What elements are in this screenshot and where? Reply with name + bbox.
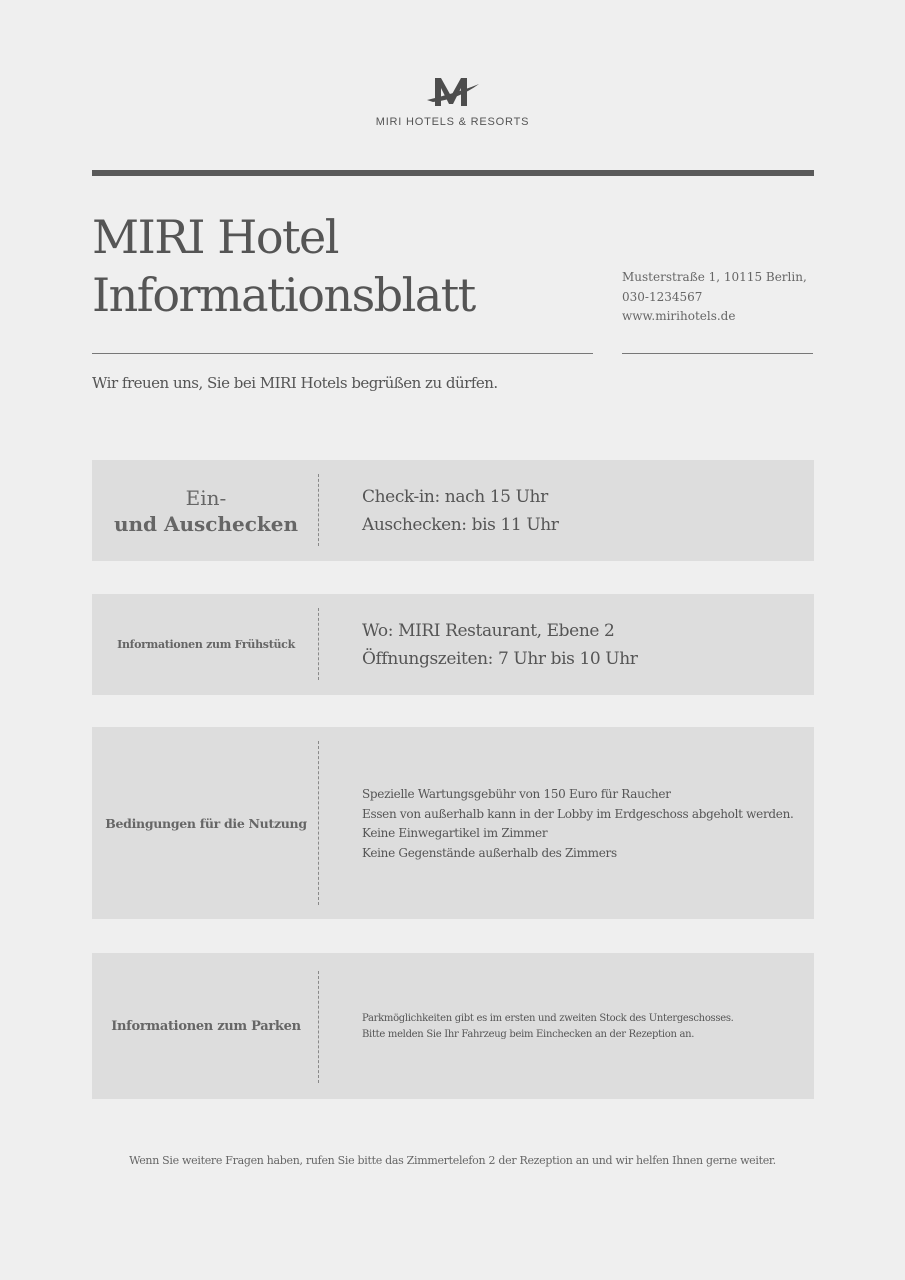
title-divider: [92, 353, 593, 354]
section-line: Keine Gegenstände außerhalb des Zimmers: [362, 845, 617, 860]
brand-name: MIRI HOTELS & RESORTS: [375, 116, 530, 128]
section-divider: [318, 474, 319, 546]
section-line: Check-in: nach 15 Uhr: [362, 486, 548, 507]
section-line: Parkmöglichkeiten gibt es im ersten und zweiten Stock des Untergeschosses.: [362, 1013, 734, 1024]
contact-phone: 030-1234567: [622, 289, 703, 304]
miri-logo-icon: [425, 74, 481, 110]
footer-note: Wenn Sie weitere Fragen haben, rufen Sie bitte das Zimmertelefon 2 der Rezeption an und wir helfen Ihnen gerne weiter.: [129, 1154, 776, 1167]
section-label: Informationen zum Parken: [111, 1018, 301, 1034]
section-content: [362, 594, 794, 695]
section-label: Informationen zum Frühstück: [117, 638, 295, 651]
header-rule: [92, 170, 814, 176]
section-breakfast: [92, 594, 814, 695]
section-line: Keine Einwegartikel im Zimmer: [362, 826, 548, 840]
section-terms: [92, 727, 814, 919]
contact-block: [622, 268, 807, 327]
section-checkin: [92, 460, 814, 561]
title-line-2: Informationsblatt: [92, 268, 475, 322]
section-content: [362, 727, 794, 919]
section-line: Wo: MIRI Restaurant, Ebene 2: [362, 620, 615, 641]
section-divider: [318, 971, 319, 1083]
section-line: Essen von außerhalb kann in der Lobby im Erdgeschoss abgeholt werden.: [362, 806, 794, 821]
title-line-1: MIRI Hotel: [92, 210, 338, 264]
contact-website: www.mirihotels.de: [622, 309, 736, 323]
section-label: Bedingungen für die Nutzung: [105, 815, 307, 831]
section-divider: [318, 608, 319, 680]
section-line: Spezielle Wartungsgebühr von 150 Euro für Raucher: [362, 787, 671, 801]
welcome-text: Wir freuen uns, Sie bei MIRI Hotels begrüßen zu dürfen.: [92, 374, 498, 392]
section-label-line-2: und Auschecken: [113, 511, 299, 536]
section-label: [92, 460, 320, 561]
section-content: [362, 460, 794, 561]
contact-divider: [622, 353, 813, 354]
section-parking: [92, 953, 814, 1099]
section-line: Öffnungszeiten: 7 Uhr bis 10 Uhr: [362, 648, 638, 669]
brand-header: [0, 74, 905, 128]
section-label-line-1: Ein-: [185, 485, 227, 510]
section-content: [362, 953, 794, 1099]
section-divider: [318, 741, 319, 905]
section-line: Auschecken: bis 11 Uhr: [362, 514, 559, 535]
section-line: Bitte melden Sie Ihr Fahrzeug beim Einchecken an der Rezeption an.: [362, 1029, 695, 1040]
page-title: [92, 208, 475, 324]
contact-address: Musterstraße 1, 10115 Berlin,: [622, 270, 807, 284]
